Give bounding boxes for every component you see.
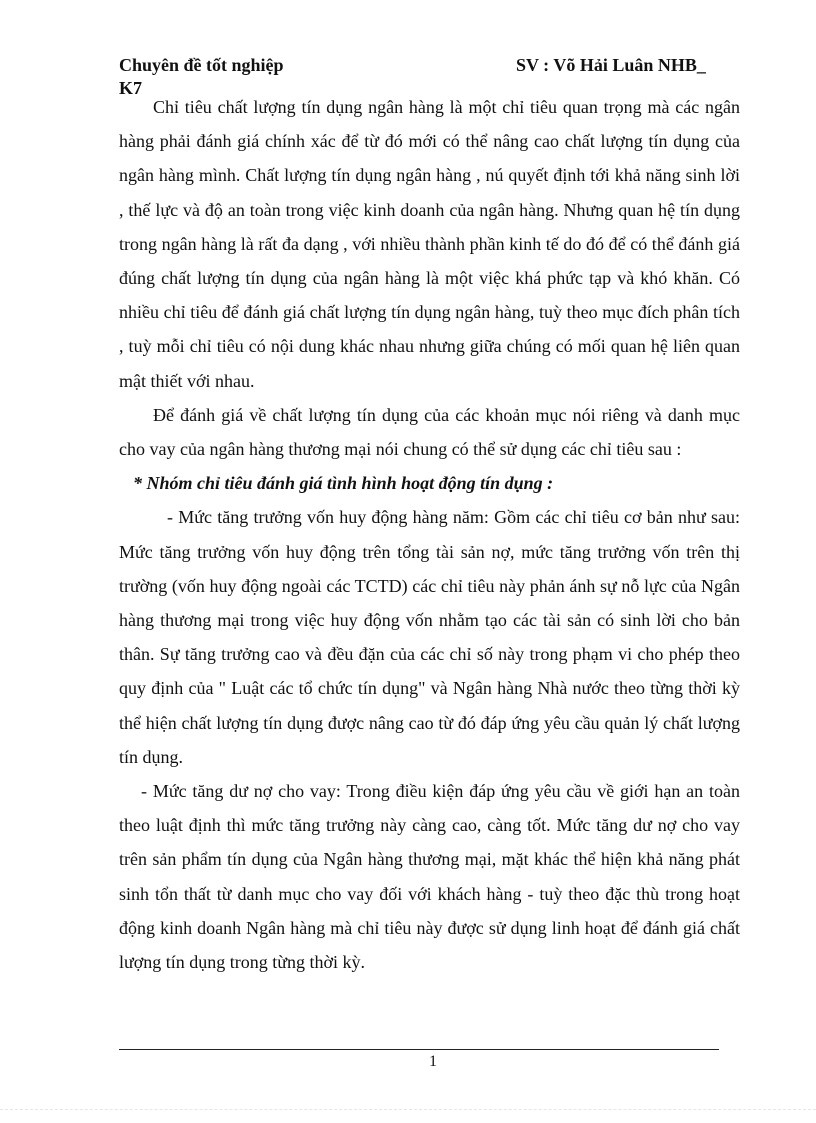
header-title: Chuyên đề tốt nghiệp [119, 55, 284, 75]
header-author-continuation: K7 [119, 78, 143, 98]
paragraph-2: Để đánh giá về chất lượng tín dụng của các khoản mục nói riêng và danh mục cho vay của ngân hàng thương mại nói chung có thể sử dụng các chỉ tiêu sau : [119, 404, 740, 460]
page-number: 1 [429, 1053, 437, 1070]
page-bottom-border [0, 1109, 816, 1110]
paragraph-4: - Mức tăng dư nợ cho vay: Trong điều kiện đáp ứng yêu cầu về giới hạn an toàn theo luật định thì mức tăng trưởng này càng cao, càng tốt. Mức tăng dư nợ cho vay trên sản phẩm tín dụng của Ngân hàng thương mại, mặt khác thể hiện khả năng phát sinh tổn thất từ danh mục cho vay đối với khách hàng - tuỳ theo đặc thù trong hoạt động kinh doanh Ngân hàng mà chỉ tiêu này được sử dụng linh hoạt để đánh giá chất lượng tín dụng trong từng thời kỳ. [119, 781, 740, 973]
paragraph-1: Chỉ tiêu chất lượng tín dụng ngân hàng là một chỉ tiêu quan trọng mà các ngân hàng phải đánh giá chính xác để từ đó mới có thể nâng cao chất lượng tín dụng của ngân hàng mình. Chất lượng tín dụng ngân hàng , nú quyết định tới khả năng sinh lời , thế lực và độ an toàn trong việc kinh doanh của ngân hàng. Nhưng quan hệ tín dụng trong ngân hàng là rất đa dạng , với nhiều thành phần kinh tế do đó để có thể đánh giá đúng chất lượng tín dụng của ngân hàng là một việc khá phức tạp và khó khăn. Có nhiều chỉ tiêu để đánh giá chất lượng tín dụng ngân hàng, tuỳ theo mục đích phân tích , tuỳ mỗi chỉ tiêu có nội dung khác nhau nhưng giữa chúng có mối quan hệ liên quan mật thiết với nhau. [119, 97, 740, 391]
section-heading: * Nhóm chỉ tiêu đánh giá tình hình hoạt động tín dụng : [133, 473, 554, 494]
footer-divider [119, 1049, 719, 1050]
document-body [119, 90, 740, 979]
header-author: SV : Võ Hải Luân NHB_ [516, 55, 706, 75]
paragraph-3: - Mức tăng trưởng vốn huy động hàng năm: Gồm các chỉ tiêu cơ bản như sau: Mức tăng trưởng vốn huy động trên tổng tài sản nợ, mức tăng trưởng vốn trên thị trường (vốn huy động ngoài các TCTD) các chỉ tiêu này phản ánh sự nỗ lực của Ngân hàng thương mại trong việc huy động vốn nhằm tạo các tài sản có sinh lời cho bản thân. Sự tăng trưởng cao và đều đặn của các chỉ số này trong phạm vi cho phép theo quy định của " Luật các tổ chức tín dụng" và Ngân hàng Nhà nước theo từng thời kỳ thể hiện chất lượng tín dụng được nâng cao từ đó đáp ứng yêu cầu quản lý chất lượng tín dụng. [119, 507, 740, 767]
